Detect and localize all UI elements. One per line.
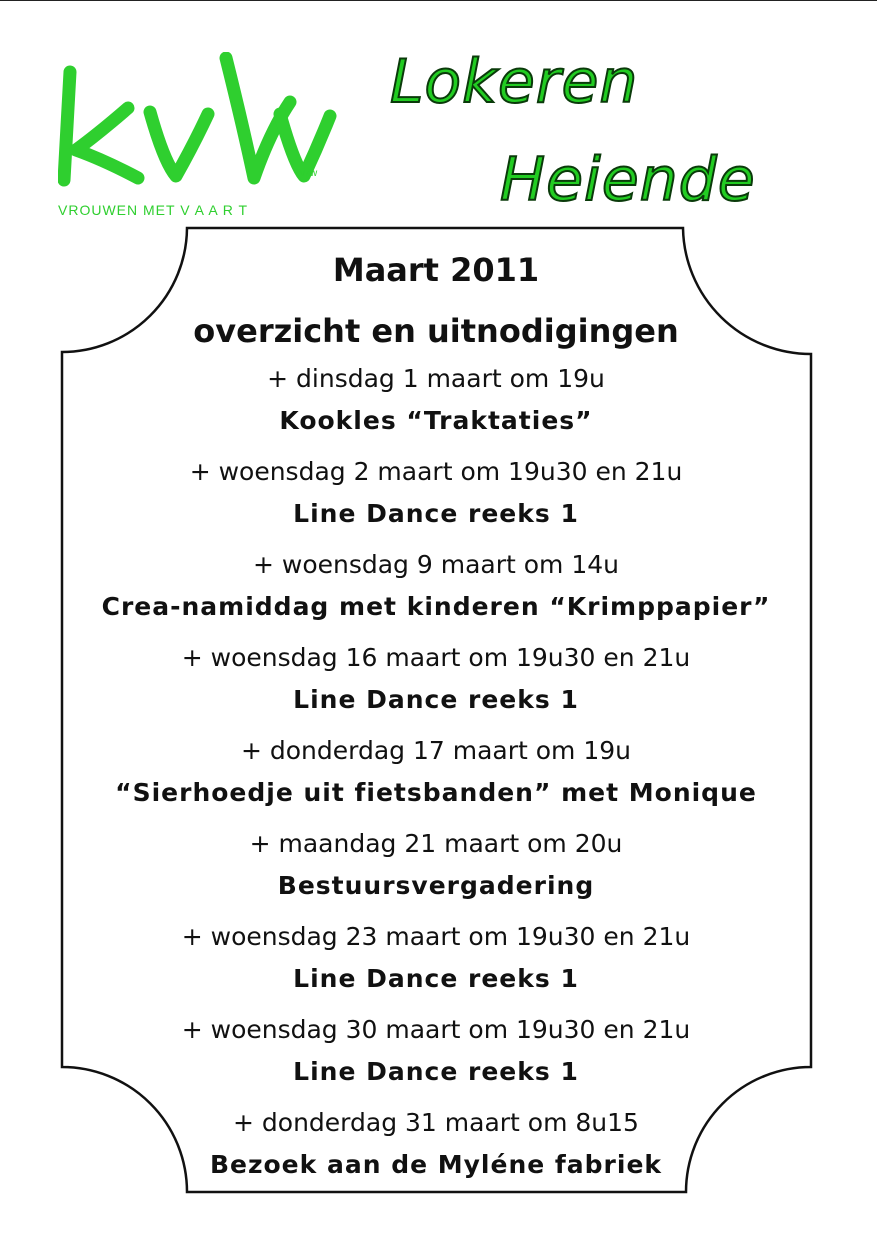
event-item (62, 641, 810, 734)
heading-month: Maart 2011 (332, 251, 540, 289)
event-date: + woensdag 30 maart om 19u30 en 21u (181, 1015, 691, 1044)
event-date: + woensdag 9 maart om 14u (252, 550, 619, 579)
logo-vzw: vzw (300, 168, 318, 179)
event-title: Kookles “Traktaties” (279, 406, 593, 435)
event-title: Line Dance reeks 1 (293, 685, 579, 714)
event-date: + woensdag 2 maart om 19u30 en 21u (189, 457, 683, 486)
top-rule (0, 0, 877, 1)
event-item (62, 548, 810, 641)
event-item (62, 455, 810, 548)
heading-subtitle: overzicht en uitnodigingen (193, 311, 679, 350)
event-item (62, 1106, 810, 1199)
event-title: Line Dance reeks 1 (293, 499, 579, 528)
event-title: Bezoek aan de Myléne fabriek (209, 1150, 663, 1179)
kvlv-logo (58, 52, 338, 222)
event-item (62, 1013, 810, 1106)
event-list (62, 362, 810, 1199)
event-title: Bestuursvergadering (277, 871, 595, 900)
event-item (62, 362, 810, 455)
kvlv-logo-lettering (58, 52, 338, 192)
title-lokeren: Lokeren (390, 47, 639, 117)
event-date: + maandag 21 maart om 20u (249, 829, 623, 858)
event-item (62, 920, 810, 1013)
event-title: Line Dance reeks 1 (293, 1057, 579, 1086)
event-item (62, 734, 810, 827)
event-title: Line Dance reeks 1 (293, 964, 579, 993)
event-title: Crea-namiddag met kinderen “Krimppapier” (101, 592, 771, 621)
event-item (62, 827, 810, 920)
event-date: + donderdag 17 maart om 19u (240, 736, 632, 765)
event-date: + donderdag 31 maart om 8u15 (233, 1108, 639, 1137)
event-date: + woensdag 16 maart om 19u30 en 21u (181, 643, 691, 672)
logo-tagline: VROUWEN MET V A A R T (58, 202, 249, 218)
title-heiende: Heiende (500, 145, 756, 215)
page-heading (62, 240, 810, 362)
event-title: “Sierhoedje uit fietsbanden” met Monique (115, 778, 757, 807)
event-date: + woensdag 23 maart om 19u30 en 21u (181, 922, 691, 951)
event-date: + dinsdag 1 maart om 19u (267, 364, 605, 393)
